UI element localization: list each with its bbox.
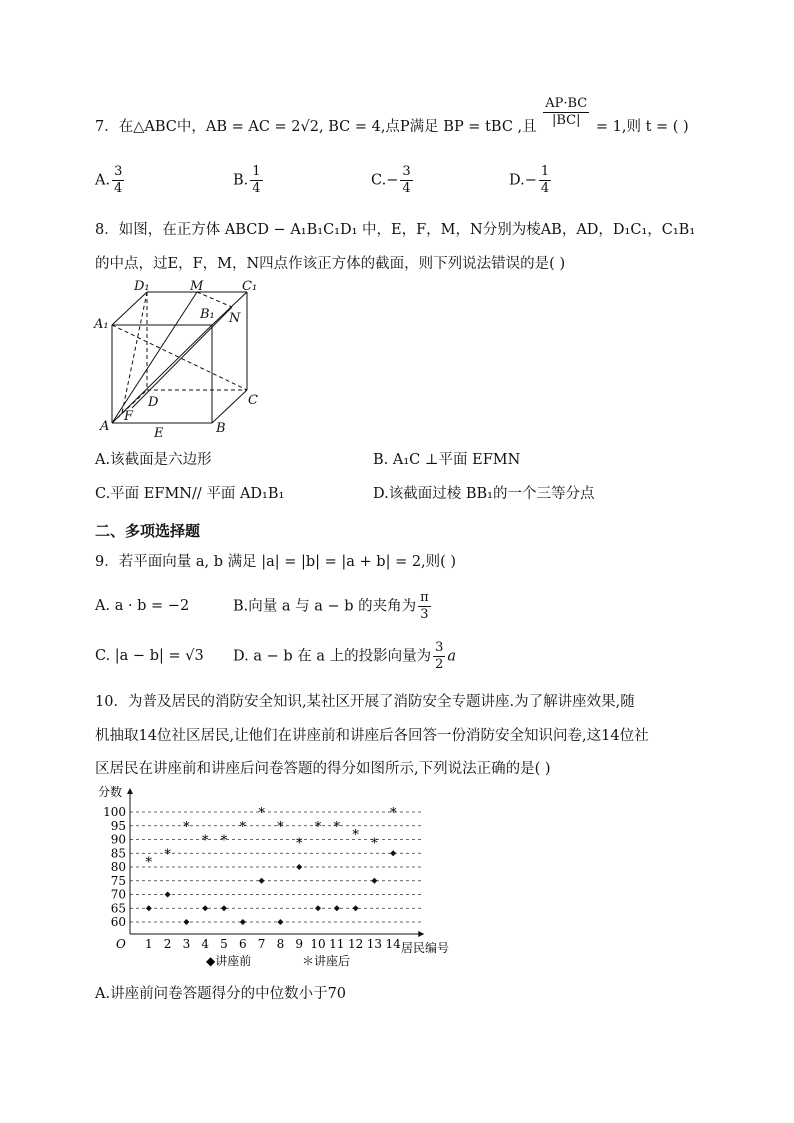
option-sign: − (386, 172, 399, 189)
y-tick-label: 95 (110, 818, 126, 833)
fraction-num: 3 (435, 640, 444, 655)
after-point: * (239, 819, 247, 835)
option-fraction (112, 164, 124, 197)
x-tick-label: 10 (310, 937, 326, 951)
before-point (146, 905, 152, 911)
cube-label-d1: D₁ (134, 280, 150, 294)
after-point: * (201, 833, 209, 849)
chart-origin: O (116, 937, 126, 951)
q7-fraction-den: |BC| (552, 112, 581, 128)
after-point: * (352, 828, 359, 843)
cube-label-d: D (148, 395, 159, 410)
before-point (221, 905, 227, 911)
before-point (334, 905, 340, 911)
q7-option-c[interactable] (371, 164, 415, 197)
option-num: 1 (252, 164, 261, 179)
after-point: * (389, 806, 397, 821)
fraction-den: 2 (435, 657, 444, 672)
x-tick-label: 6 (238, 937, 247, 951)
chart-points (146, 806, 397, 925)
after-point: * (277, 819, 284, 835)
option-fraction (250, 164, 262, 197)
y-tick-label: 80 (110, 860, 126, 874)
fraction-num: π (420, 590, 429, 605)
before-point (353, 905, 359, 911)
q7-option-d[interactable] (509, 164, 553, 197)
q7-stem: 7．在△ABC中，AB = AC = 2√2, BC = 4,点P满足 BP = tBC ,且 (95, 119, 537, 135)
option-den: 4 (402, 181, 411, 196)
y-tick-label: 65 (110, 901, 126, 916)
option-label: C. (371, 172, 387, 189)
x-tick-label: 4 (201, 937, 210, 951)
before-point (165, 892, 171, 898)
option-num: 1 (540, 164, 550, 179)
q8-option-d[interactable]: D.该截面过棱 BB₁的一个三等分点 (373, 486, 595, 502)
q8-option-b[interactable]: B. A₁C ⊥平面 EFMN (373, 452, 521, 468)
before-point (183, 919, 189, 925)
q8-option-a[interactable]: A.该截面是六边形 (95, 452, 212, 468)
before-point (202, 905, 208, 911)
before-point (240, 919, 246, 925)
chart-ylabel: 分数 (98, 785, 123, 799)
before-point (315, 905, 321, 911)
option-label: A. (95, 172, 111, 189)
chart-xticks (145, 937, 401, 951)
q10-line2: 机抽取14位社区居民,让他们在讲座前和讲座后各回答一份消防安全知识问卷,这14位社 (95, 728, 649, 744)
cube-label-c: C (248, 393, 258, 408)
cube-label-m: M (190, 280, 204, 294)
q9-option-d-vector: a (447, 648, 457, 665)
q9-option-b-text: B.向量 a 与 a − b 的夹角为 (233, 598, 417, 615)
before-point (259, 878, 265, 884)
before-point (296, 864, 302, 870)
y-axis-arrow (127, 788, 133, 794)
y-tick-label: 85 (110, 846, 126, 861)
y-tick-label: 75 (110, 873, 126, 888)
cube-label-c1: C₁ (242, 280, 258, 294)
q7-option-a[interactable] (95, 164, 126, 197)
q7-options (95, 164, 695, 208)
q7-fraction-num: AP·BC (545, 95, 588, 111)
q7-tail: = 1,则 t = ( ) (595, 119, 689, 135)
after-point: * (183, 819, 190, 835)
before-point (371, 878, 377, 884)
x-tick-label: 2 (163, 937, 172, 951)
after-point: * (314, 819, 322, 835)
fraction-den: 3 (420, 607, 429, 622)
after-point: * (258, 806, 265, 821)
q9-option-a[interactable]: A. a · b = −2 (95, 598, 190, 614)
after-point: * (164, 847, 171, 863)
section-heading: 二、多项选择题 (95, 522, 201, 540)
x-tick-label: 3 (182, 937, 191, 951)
y-tick-label: 100 (103, 805, 126, 819)
cube-label-a: A (100, 419, 110, 434)
option-sign: − (524, 172, 537, 189)
q10-option-a[interactable]: A.讲座前问卷答题得分的中位数小于70 (95, 986, 347, 1002)
q9-stem: 9．若平面向量 a, b 满足 |a| = |b| = |a + b| = 2,则( ) (95, 554, 457, 570)
x-axis-arrow (418, 931, 424, 937)
q10-line1: 10．为普及居民的消防安全知识,某社区开展了消防安全专题讲座.为了解讲座效果,随 (95, 694, 635, 710)
q10-line3: 区居民在讲座前和讲座后问卷答题的得分如图所示,下列说法正确的是( ) (95, 761, 551, 777)
q8-line1: 8．如图，在正方体 ABCD − A₁B₁C₁D₁ 中，E，F，M，N分别为棱AB，AD，D₁C₁，C₁B₁ (95, 222, 696, 238)
chart-xlabel: 居民编号 (401, 941, 450, 955)
score-chart (94, 782, 474, 977)
q7-fraction (543, 96, 589, 129)
chart-grid (130, 812, 421, 922)
chart-yticks (103, 805, 126, 929)
option-fraction (539, 164, 551, 197)
y-tick-label: 60 (110, 915, 126, 929)
x-tick-label: 9 (295, 937, 304, 951)
x-tick-label: 8 (276, 937, 285, 951)
cube-label-e: E (154, 426, 164, 440)
chart-axes (127, 788, 424, 937)
x-tick-label: 11 (329, 937, 345, 951)
x-tick-label: 1 (144, 937, 153, 951)
legend-after: ＊讲座后 (302, 954, 351, 968)
q9-option-d-fraction (433, 640, 445, 673)
q8-line2: 的中点，过E，F，M，N四点作该正方体的截面，则下列说法错误的是( ) (95, 256, 566, 272)
cube-label-b: B (216, 421, 226, 436)
x-tick-label: 14 (385, 937, 401, 951)
q9-option-b-fraction (418, 590, 431, 623)
x-tick-label: 5 (220, 937, 228, 951)
q9-option-c[interactable]: C. |a − b| = √3 (95, 648, 204, 664)
q9-option-d-text: D. a − b 在 a 上的投影向量为 (233, 648, 432, 665)
y-tick-label: 90 (110, 832, 126, 847)
after-point: * (145, 855, 153, 871)
option-den: 4 (114, 181, 123, 196)
x-tick-label: 7 (257, 937, 266, 951)
option-num: 3 (402, 164, 411, 179)
cube-label-a1: A₁ (94, 317, 109, 332)
cube-label-f: F (124, 409, 134, 424)
after-point: * (220, 833, 228, 849)
before-point (277, 919, 283, 925)
after-point: * (295, 836, 303, 852)
option-label: B. (233, 172, 249, 189)
cube-figure (92, 280, 272, 440)
cube-label-n: N (229, 311, 241, 326)
cube-label-b1: B₁ (200, 307, 215, 322)
after-point: * (371, 836, 378, 852)
option-num: 3 (114, 164, 123, 179)
before-point (390, 850, 396, 856)
after-point: * (333, 819, 341, 835)
option-label: D. (509, 172, 525, 189)
q7-option-b[interactable] (233, 164, 265, 197)
q8-option-c[interactable]: C.平面 EFMN// 平面 AD₁B₁ (95, 486, 285, 502)
y-tick-label: 70 (110, 887, 126, 902)
option-den: 4 (540, 181, 550, 196)
x-tick-label: 13 (366, 937, 383, 951)
option-fraction (400, 164, 412, 197)
x-tick-label: 12 (347, 937, 364, 951)
q9-option-b[interactable] (233, 590, 433, 623)
option-den: 4 (252, 181, 261, 196)
legend-before: ◆讲座前 (206, 954, 252, 968)
q9-option-d[interactable] (233, 640, 456, 673)
